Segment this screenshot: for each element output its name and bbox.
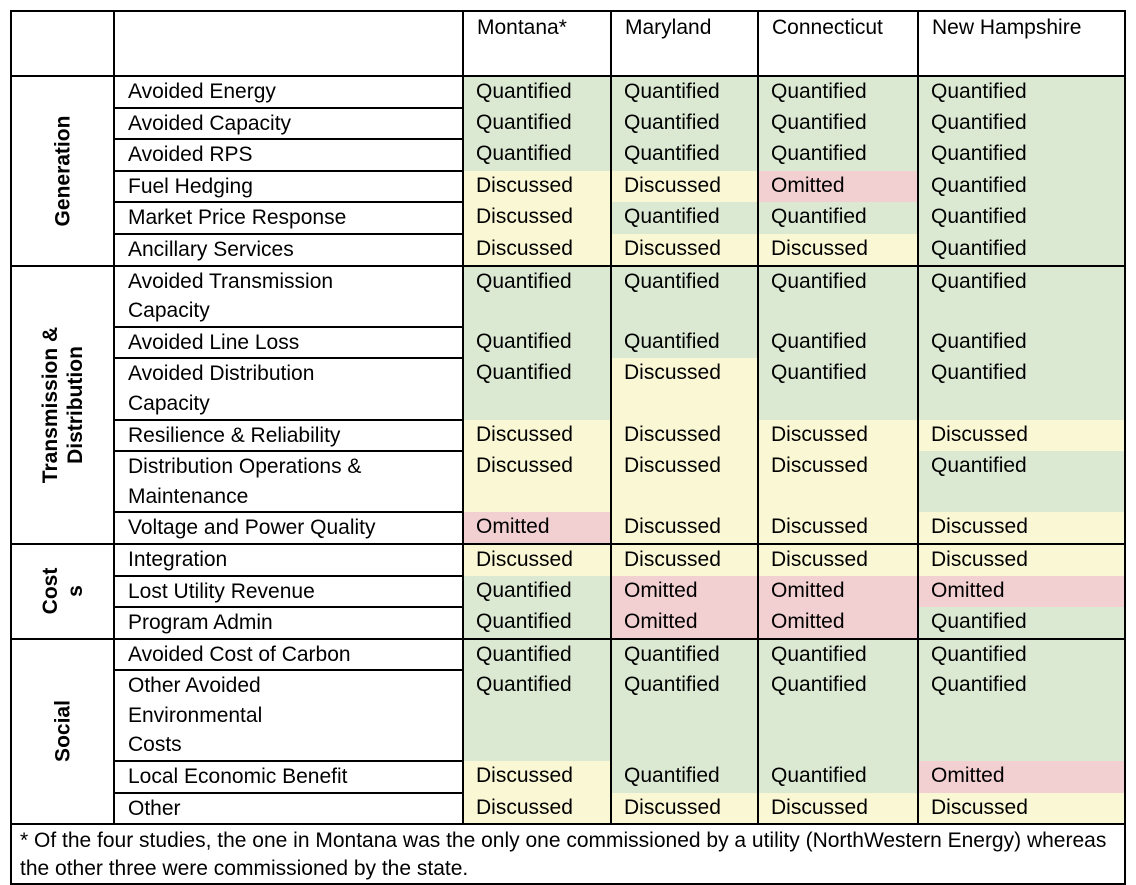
- status-cell-new-hampshire: Quantified: [918, 171, 1125, 203]
- column-header-connecticut: Connecticut: [758, 11, 918, 76]
- status-cell-new-hampshire: Discussed: [918, 420, 1125, 452]
- status-cell-maryland: Discussed: [611, 512, 758, 544]
- column-header-maryland: Maryland: [611, 11, 758, 76]
- table-row: [11, 761, 1125, 793]
- group-label-text: Social: [51, 700, 74, 763]
- row-label-text: Lost Utility Revenue: [128, 579, 315, 603]
- row-label-ancillary-services: [114, 234, 463, 266]
- status-cell-maryland: Quantified: [611, 139, 758, 171]
- row-label-text: Avoided Line Loss: [128, 330, 300, 354]
- row-label-market-price-response: [114, 202, 463, 234]
- status-cell-connecticut: Quantified: [758, 670, 918, 761]
- status-cell-maryland: Omitted: [611, 576, 758, 608]
- status-cell-new-hampshire: Discussed: [918, 512, 1125, 544]
- status-cell-new-hampshire: Quantified: [918, 266, 1125, 327]
- status-cell-maryland: Discussed: [611, 171, 758, 203]
- status-cell-montana: Quantified: [463, 670, 611, 761]
- table-row: [11, 171, 1125, 203]
- status-cell-new-hampshire: Discussed: [918, 544, 1125, 576]
- status-cell-new-hampshire: Quantified: [918, 358, 1125, 419]
- category-header-cell: [114, 11, 463, 76]
- status-cell-connecticut: Discussed: [758, 234, 918, 266]
- status-cell-maryland: Discussed: [611, 451, 758, 512]
- row-label-avoided-distribution-capacity: [114, 358, 463, 419]
- table-row: [11, 76, 1125, 108]
- row-label-program-admin: [114, 607, 463, 639]
- table-row: [11, 327, 1125, 359]
- status-cell-new-hampshire: Quantified: [918, 139, 1125, 171]
- status-cell-maryland: Discussed: [611, 420, 758, 452]
- row-label-text: Market Price Response: [128, 206, 347, 230]
- group-label-transmission-and-distribution: [11, 266, 114, 544]
- status-cell-new-hampshire: Quantified: [918, 670, 1125, 761]
- table-row: [11, 202, 1125, 234]
- table-row: [11, 576, 1125, 608]
- status-cell-montana: Quantified: [463, 607, 611, 639]
- status-cell-new-hampshire: Quantified: [918, 108, 1125, 140]
- status-cell-connecticut: Quantified: [758, 139, 918, 171]
- row-label-text: Avoided Transmission Capacity: [128, 269, 334, 323]
- status-cell-maryland: Discussed: [611, 793, 758, 825]
- status-cell-connecticut: Quantified: [758, 761, 918, 793]
- group-label-social: [11, 639, 114, 825]
- status-cell-montana: Discussed: [463, 171, 611, 203]
- row-label-text: Local Economic Benefit: [128, 765, 348, 789]
- status-cell-montana: Omitted: [463, 512, 611, 544]
- table-row: [11, 139, 1125, 171]
- status-cell-maryland: Quantified: [611, 639, 758, 671]
- status-cell-montana: Quantified: [463, 358, 611, 419]
- status-cell-montana: Quantified: [463, 139, 611, 171]
- table-row: [11, 451, 1125, 512]
- status-cell-montana: Discussed: [463, 761, 611, 793]
- status-cell-new-hampshire: Omitted: [918, 761, 1125, 793]
- status-cell-new-hampshire: Discussed: [918, 793, 1125, 825]
- benefits-cost-comparison-table: [10, 10, 1126, 885]
- status-cell-connecticut: Quantified: [758, 327, 918, 359]
- row-label-lost-utility-revenue: [114, 576, 463, 608]
- status-cell-new-hampshire: Quantified: [918, 327, 1125, 359]
- row-label-text: Program Admin: [128, 611, 273, 635]
- group-label-text: Cost s: [38, 567, 87, 615]
- table-row: [11, 234, 1125, 266]
- status-cell-connecticut: Quantified: [758, 76, 918, 108]
- row-label-text: Avoided Energy: [128, 80, 276, 103]
- row-label-distribution-operations-and-maintenance: [114, 451, 463, 512]
- row-label-resilience-and-reliability: [114, 420, 463, 452]
- table-row: [11, 358, 1125, 419]
- group-label-cost-s: [11, 544, 114, 639]
- row-label-avoided-capacity: [114, 108, 463, 140]
- status-cell-maryland: Quantified: [611, 266, 758, 327]
- status-cell-connecticut: Omitted: [758, 171, 918, 203]
- row-label-other: [114, 793, 463, 825]
- status-cell-new-hampshire: Quantified: [918, 639, 1125, 671]
- row-label-text: Voltage and Power Quality: [128, 516, 376, 540]
- status-cell-new-hampshire: Quantified: [918, 451, 1125, 512]
- status-cell-connecticut: Quantified: [758, 358, 918, 419]
- status-cell-new-hampshire: Quantified: [918, 76, 1125, 108]
- row-label-fuel-hedging: [114, 171, 463, 203]
- table-row: [11, 607, 1125, 639]
- row-label-integration: [114, 544, 463, 576]
- status-cell-montana: Discussed: [463, 544, 611, 576]
- row-label-text: Distribution Operations & Maintenance: [128, 455, 362, 508]
- footnote: * Of the four studies, the one in Montana was the only one commissioned by a utility (NorthWestern Energy) whereas the other three were commissioned by the state.: [11, 824, 1125, 884]
- row-label-text: Avoided RPS: [128, 143, 253, 167]
- status-cell-montana: Discussed: [463, 202, 611, 234]
- table-row: [11, 544, 1125, 576]
- status-cell-connecticut: Discussed: [758, 793, 918, 825]
- table-row: [11, 420, 1125, 452]
- column-header-new-hampshire: New Hampshire: [918, 11, 1125, 76]
- status-cell-montana: Discussed: [463, 420, 611, 452]
- status-cell-connecticut: Omitted: [758, 576, 918, 608]
- status-cell-connecticut: Quantified: [758, 202, 918, 234]
- group-label-text: Transmission & Distribution: [38, 326, 87, 483]
- row-label-avoided-cost-of-carbon: [114, 639, 463, 671]
- footnote-row: [11, 824, 1125, 884]
- table-row: [11, 639, 1125, 671]
- status-cell-connecticut: Discussed: [758, 420, 918, 452]
- status-cell-connecticut: Quantified: [758, 639, 918, 671]
- status-cell-montana: Quantified: [463, 266, 611, 327]
- row-label-voltage-and-power-quality: [114, 512, 463, 544]
- status-cell-connecticut: Discussed: [758, 544, 918, 576]
- status-cell-connecticut: Discussed: [758, 451, 918, 512]
- status-cell-montana: Discussed: [463, 793, 611, 825]
- table-row: [11, 108, 1125, 140]
- row-label-avoided-line-loss: [114, 327, 463, 359]
- status-cell-montana: Quantified: [463, 327, 611, 359]
- group-label-text: Generation: [51, 115, 74, 227]
- row-label-avoided-transmission-capacity: [114, 266, 463, 327]
- row-label-text: Ancillary Services: [128, 237, 294, 261]
- status-cell-maryland: Quantified: [611, 761, 758, 793]
- header-row: [11, 11, 1125, 76]
- table-row: [11, 512, 1125, 544]
- row-label-text: Resilience & Reliability: [128, 423, 341, 447]
- row-label-other-avoided-environmental-costs: [114, 670, 463, 761]
- status-cell-connecticut: Discussed: [758, 512, 918, 544]
- status-cell-new-hampshire: Quantified: [918, 607, 1125, 639]
- status-cell-new-hampshire: Quantified: [918, 202, 1125, 234]
- status-cell-maryland: Quantified: [611, 76, 758, 108]
- status-cell-connecticut: Quantified: [758, 266, 918, 327]
- row-label-avoided-energy: [114, 76, 463, 108]
- row-label-text: Avoided Capacity: [128, 111, 292, 135]
- status-cell-new-hampshire: Quantified: [918, 234, 1125, 266]
- status-cell-montana: Quantified: [463, 576, 611, 608]
- status-cell-maryland: Quantified: [611, 202, 758, 234]
- row-label-text: Integration: [128, 547, 228, 571]
- status-cell-maryland: Quantified: [611, 108, 758, 140]
- row-label-text: Other Avoided Environmental Costs: [128, 674, 263, 757]
- status-cell-maryland: Omitted: [611, 607, 758, 639]
- status-cell-maryland: Discussed: [611, 358, 758, 419]
- status-cell-maryland: Quantified: [611, 327, 758, 359]
- table-body: [11, 11, 1125, 884]
- table-row: [11, 670, 1125, 761]
- group-label-generation: [11, 76, 114, 266]
- row-label-text: Other: [128, 796, 181, 820]
- table-row: [11, 266, 1125, 327]
- column-header-montana: Montana*: [463, 11, 611, 76]
- table-row: [11, 793, 1125, 825]
- status-cell-maryland: Discussed: [611, 234, 758, 266]
- status-cell-montana: Quantified: [463, 76, 611, 108]
- corner-cell: [11, 11, 114, 76]
- row-label-text: Avoided Distribution Capacity: [128, 362, 315, 415]
- status-cell-connecticut: Quantified: [758, 108, 918, 140]
- status-cell-connecticut: Omitted: [758, 607, 918, 639]
- status-cell-montana: Discussed: [463, 451, 611, 512]
- status-cell-maryland: Quantified: [611, 670, 758, 761]
- status-cell-montana: Quantified: [463, 639, 611, 671]
- status-cell-maryland: Discussed: [611, 544, 758, 576]
- status-cell-montana: Quantified: [463, 108, 611, 140]
- row-label-avoided-rps: [114, 139, 463, 171]
- row-label-local-economic-benefit: [114, 761, 463, 793]
- row-label-text: Fuel Hedging: [128, 174, 253, 198]
- status-cell-montana: Discussed: [463, 234, 611, 266]
- status-cell-new-hampshire: Omitted: [918, 576, 1125, 608]
- row-label-text: Avoided Cost of Carbon: [128, 642, 351, 666]
